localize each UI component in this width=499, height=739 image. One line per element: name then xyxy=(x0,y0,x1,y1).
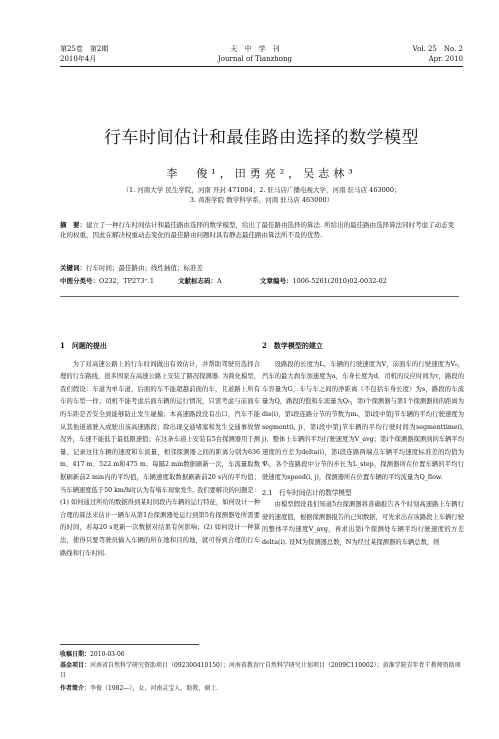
footnote-rule xyxy=(60,644,199,645)
affiliation-line-1: （1. 河南大学 民生学院，河南 开封 471004；2. 驻马店广播电视大学，河南 驻马店 463000； xyxy=(122,186,401,194)
abstract-text: 建立了一种行车时间估计和最佳路由选择的数学模型，给出了最佳路由选择的算法. 所给出的最佳路由选择算法同时考虑了动态变化的权重，因此在解决权重动态变化的最佳路由问题时具有静态最佳路由算法所不及的优势. xyxy=(60,221,455,239)
issue-date: 2010年4月 xyxy=(60,55,97,63)
header-rule xyxy=(60,66,463,67)
classification xyxy=(60,276,459,286)
clc-value: O232，TP273⁺.1 xyxy=(99,277,154,285)
section-2-heading: 2 数学模型的建立 xyxy=(262,341,323,350)
clc-label: 中图分类号： xyxy=(60,277,99,285)
author-bio-value: 李俊（1982—），女，河南灵宝人，助教，硕士. xyxy=(90,685,219,692)
fund-label: 基金项目： xyxy=(60,662,91,669)
author-bio-label: 作者简介： xyxy=(60,685,91,692)
volume-issue: 第25卷 第2期 xyxy=(60,45,109,53)
abstract-label: 摘 要： xyxy=(60,221,86,229)
keywords xyxy=(60,263,459,273)
fund-value: 河南省自然科学研究资助项目（092300410150）；河南省教育厅自然科学研究计划项目（2009C110002）；黄淮学院青年骨干教师资助项目 xyxy=(60,662,461,679)
article-number-value: 1006-5261(2010)02-0032-02 xyxy=(292,277,387,285)
journal-name-cn: 天 中 学 刊 xyxy=(230,45,280,53)
keywords-text: 行车时间；最佳路由；线性插值；标准差 xyxy=(86,264,203,272)
abstract xyxy=(60,220,459,240)
right-column xyxy=(262,340,464,550)
keywords-label: 关键词： xyxy=(60,264,86,272)
volume-issue-en: Vol. 25 No. 2 xyxy=(412,45,463,53)
section-2-1-heading: 2.1 行车时间估计的数学模型 xyxy=(262,488,352,497)
paper-title: 行车时间估计和最佳路由选择的数学模型 xyxy=(104,128,419,148)
received-label: 收稿日期： xyxy=(60,651,91,658)
section-1-heading: 1 问题的提出 xyxy=(60,341,107,350)
author-bio xyxy=(60,684,463,694)
affiliation-line-2: 3. 黄淮学院 数学科学系，河南 驻马店 463000） xyxy=(189,196,334,204)
section-1-paragraph: 为了对高速公路上的行车时间做出有效估计，并帮助驾驶员选择合理的行车路线，很多国家在高速公路上安装了路况探测器. 为简化模型，我们假设：车道为单车道，后面的车不能超越前面的车，且道路上所有车的车型一样；司机不能考虑后面车辆的运行情况，只需考虑与前面车的车距是否安全到能够防止发生碰撞；本高速路段没有出口，汽车不能从其他道道驶入或驶出该高速路段；除出现交通堵塞和发生交通事故情况外，车速不能低于最低限速值；在这条车道上安装有5台探测器用于测量、记录这往车辆的速度和车流量，相邻探测器之间的距离分别为636 m、417 m、522 m和475 m；每隔2 min数据刷新一次，车流量取数据刷新前2 min内的平均值，车辆速度取数据刷新前20 s内的平均值；当车辆速度低于50 km/h时认为有堵车现象发生. 我们要解决的问题是：(1) 如何通过所给的数据得到某时间段内车辆的运行特征，如何设计一种合理的算法来估计一辆车从第1台探测器处运行到第5台探测器处所需要的时间，若每20 s更新一次数据对结果有何影响；(2) 如何设计一种算法，使得只要驾驶员输入车辆的所在地和目的地，就可得到合理的行车路线和行车时间. xyxy=(60,360,260,557)
doc-code-value: A xyxy=(217,277,222,285)
issue-date-en: Apr. 2010 xyxy=(428,55,463,63)
fund-info xyxy=(60,661,463,681)
authors: 李 俊¹，田勇亮²，吴志林³ xyxy=(166,167,357,180)
section-2-1-paragraph: 由模型假设我们知道5台探测器将准确报告各个时刻高速路上车辆行驶的速度值，根据探测器报告的已知数据，可先求出在该路段上车辆行驶的整体平均速度V_avg，再求出第i个探测处车辆平均行驶速度的方差delta(i). 设M为探测器总数，N为经过某探测器的车辆总数，则 xyxy=(262,501,464,546)
journal-name-en: Journal of Tianzhong xyxy=(217,55,293,63)
article-number-label: 文章编号： xyxy=(260,277,293,285)
received-date xyxy=(60,650,463,660)
section-2-paragraph: 设路段的长度为L，车辆的行驶速度为V，前面车的行驶速度为V₀，汽车的最大刹车加速度为a，车身长度为d，司机的反应时间为τ，路段的车容量为G，车与车之间的净距离（不包括车身长度）为s，路段的车流量为Q，路段的饱和车流量为Q₀，第i个探测器与第1个探测器间的距离为dis(i)，第i段连路分节的节数为mᵢ，第i段中第j节车辆的平均行驶速度为segment(i, j)，第i段中第j节车辆的平均行驶时间为segmenttime(i, j)，整体上车辆的平均行驶速度为V_avg；第i个探测器探测到的车辆平均速度的方差为delta(i)，第i段连路两端点车辆平均速度标准差的均值为Ψᵢ，各个连路段中分节的步长为L_step，探测器所在位置车辆的平均行驶速度为speed(i, j)，探测器所在位置车辆的平均流量为Q_flow. xyxy=(262,360,464,481)
received-value: 2010-03-06 xyxy=(90,651,125,658)
abstract-rule xyxy=(60,296,459,297)
doc-code-label: 文献标志码： xyxy=(178,277,217,285)
left-column xyxy=(60,340,260,560)
